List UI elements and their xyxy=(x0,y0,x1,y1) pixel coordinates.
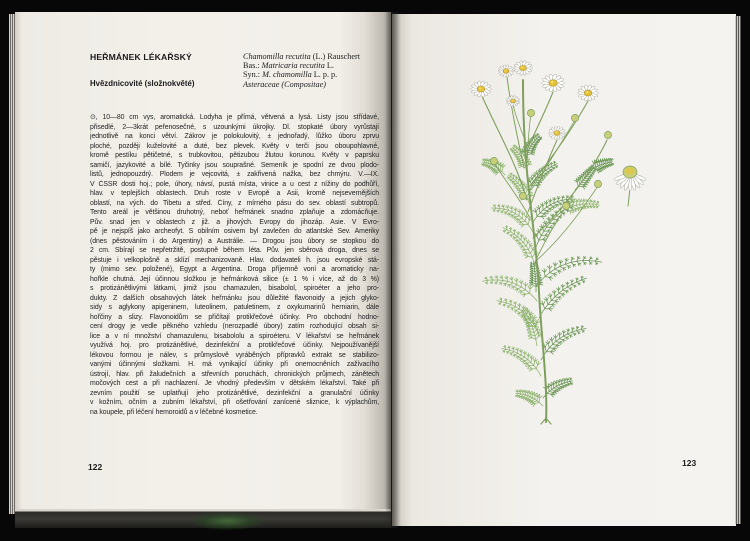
accepted-name-line xyxy=(243,52,360,61)
text-line: kromě pestíku pětičetné, s trubkovitou, pětizubou žlutou korunou. Květy v paprsku xyxy=(90,152,379,159)
page-number-right: 123 xyxy=(682,458,697,468)
text-line: pě je nejspíš jako archeofyt. S obilním osivem byl zavlečen do atlantské Sev. Ameriky xyxy=(90,228,379,235)
text-line: hořkle chutná. Její účinnou složkou je heřmánková silice (± 1 % i více, až do 3 %) xyxy=(90,275,379,283)
text-line: listů, jednopouzdrý. Plodem je vejcovitá, ± zakřivená nažka, bez chmýru. V.—IX. xyxy=(90,171,379,178)
family-latin: Asteraceae (Compositae) xyxy=(243,79,326,89)
text-line: využívá hoj. pro protizánětlivé, dezinfekční a protikřečové účinky. Nejpoužívanější xyxy=(90,342,379,349)
text-line: močových cest a při nachlazení. Je vhodný především v dětském lékařství. Také při xyxy=(90,380,379,387)
synonym-prefix: Syn.: xyxy=(243,70,261,80)
text-line: ⊙, 10—80 cm vys, aromatická. Lodyha je přímá, větvená a lysá. Listy jsou střídavé, xyxy=(90,114,379,121)
basionym-name: Matricaria recutita xyxy=(261,61,325,71)
scientific-names xyxy=(243,52,360,89)
text-line: s protizánětlivými látkami, jimiž jsou chamazulen, bisabolol, spiroéter a jeho pro- xyxy=(90,285,379,292)
text-line: ústrojí, hlav. při žaludečních a střevních poruchách, chronických průjmech, zánětech xyxy=(90,370,379,378)
text-line: Pův. snad jen v oblastech z již. a jihových. Evropy do jihozáp. Asie. V Evro- xyxy=(90,218,379,226)
text-line: cení drogy je vedle pěkného vzhledu (nerozpadlé úbory) zatím rozhodující obsah si- xyxy=(90,323,379,330)
family-czech-name: Hvězdnicovité (složnokvěté) xyxy=(90,79,195,88)
species-description xyxy=(90,113,379,417)
text-line: (dnes pěstováním i do Argentiny) a Austrálie. — Drogou jsou úbory se stopkou do xyxy=(90,237,379,245)
text-line: lékovou formou je nálev, s průmyslově vyráběných přípravků extrakt se stabilizo- xyxy=(90,351,379,359)
text-line: dukty. Z dalších obsahových látek heřmánku jsou důležité flavonoidy a jejich glyko- xyxy=(90,294,379,302)
text-line: samičí, jazykovité a bílé. Tyčinky jsou souprašné. Semeník je spodní ze dvou plodo- xyxy=(90,161,379,169)
text-line: hořčiny a slizy. Flavonoidům se přičítají protikřečové účinky. Pro obchodní hodno- xyxy=(90,313,379,321)
text-line: jednotlivě na konci větví. Zákrov je polokulovitý, ± jednořadý, lůžko úboru zprvu xyxy=(90,133,379,140)
text-line: lice a v ní množství chamazulenu, bisabololu a spiroéteru. V lékařství se heřmánek xyxy=(90,332,379,340)
accepted-name-author: (L.) Rauschert xyxy=(312,52,361,61)
synonym-line xyxy=(243,70,360,79)
synonym-name: M. chamomilla xyxy=(262,70,312,80)
basionym-line xyxy=(243,61,360,70)
accepted-name: Chamomilla recutita xyxy=(243,52,311,61)
text-line: 2 cm. Sbírají se nepřetržitě, postupně během léta. Pův. jen sběrová droga, dnes se xyxy=(90,247,379,254)
basionym-prefix: Bas.: xyxy=(243,61,260,71)
text-line: hlav. v teplejších oblastech. Druh roste v Evropě a Asii, kromě nejsevernějších xyxy=(90,190,379,197)
text-line: oblastí, na vých. do Tibetu a střed. Číny, z mírného pásu do sev. oblastí subtropů. xyxy=(90,199,379,207)
page-number-left: 122 xyxy=(88,462,103,472)
right-page xyxy=(392,14,736,526)
text-line: přisedlé, 2—3krát peřenosečné, s uzounkými úkrojky. Dl. stopkaté úbory vyrůstají xyxy=(90,123,379,131)
next-page-glimpse xyxy=(190,512,265,530)
text-line: pěstuje i velkoplošně a sklízí mechanizovaně. Hlav. dodavateli h. jsou evropské stá- xyxy=(90,256,379,264)
text-line: ty (mimo sev. položené), Egypt a Argentina. Droga příjemně voní a aromaticky na- xyxy=(90,266,379,273)
synonym-author: L. p. p. xyxy=(313,70,338,80)
text-line: zevním použití se uplatňují jeho protizánětlivé, dezinfekční a granulační účinky xyxy=(90,389,379,397)
text-line: V ČSSR dosti hoj.; pole, úhory, návsí, pustá místa, vinice a u cest z nížiny do podhůří, xyxy=(90,180,379,188)
right-page-edges xyxy=(735,16,741,524)
text-line: Tento areál je většinou druhotný, neboť heřmánek snadno zplaňuje a zdomácňuje. xyxy=(90,209,379,216)
text-line: v kožním, očním a zubním lékařství, při ošetřování zanícené sliznice, k výplachům, xyxy=(90,399,379,406)
basionym-author: L. xyxy=(326,61,334,71)
text-line: na koupele, při léčení hemoroidů a v léčebné kosmetice. xyxy=(90,408,258,416)
family-latin-line xyxy=(243,80,360,89)
book-gutter xyxy=(385,12,401,528)
text-line: sidy s aglykony apigeninem, luteolinem, patuletinem, z oxykumarinů herniarin, dále xyxy=(90,304,379,311)
text-line: ploché, později kuželovité a duté, bez plevek. Květy v terči jsou oboupohlavné, xyxy=(90,142,379,150)
species-title: HEŘMÁNEK LÉKAŘSKÝ xyxy=(90,52,192,62)
text-line: vanými účinnými složkami. H. má vynikající účinky při onemocněních zažívacího xyxy=(90,361,379,368)
